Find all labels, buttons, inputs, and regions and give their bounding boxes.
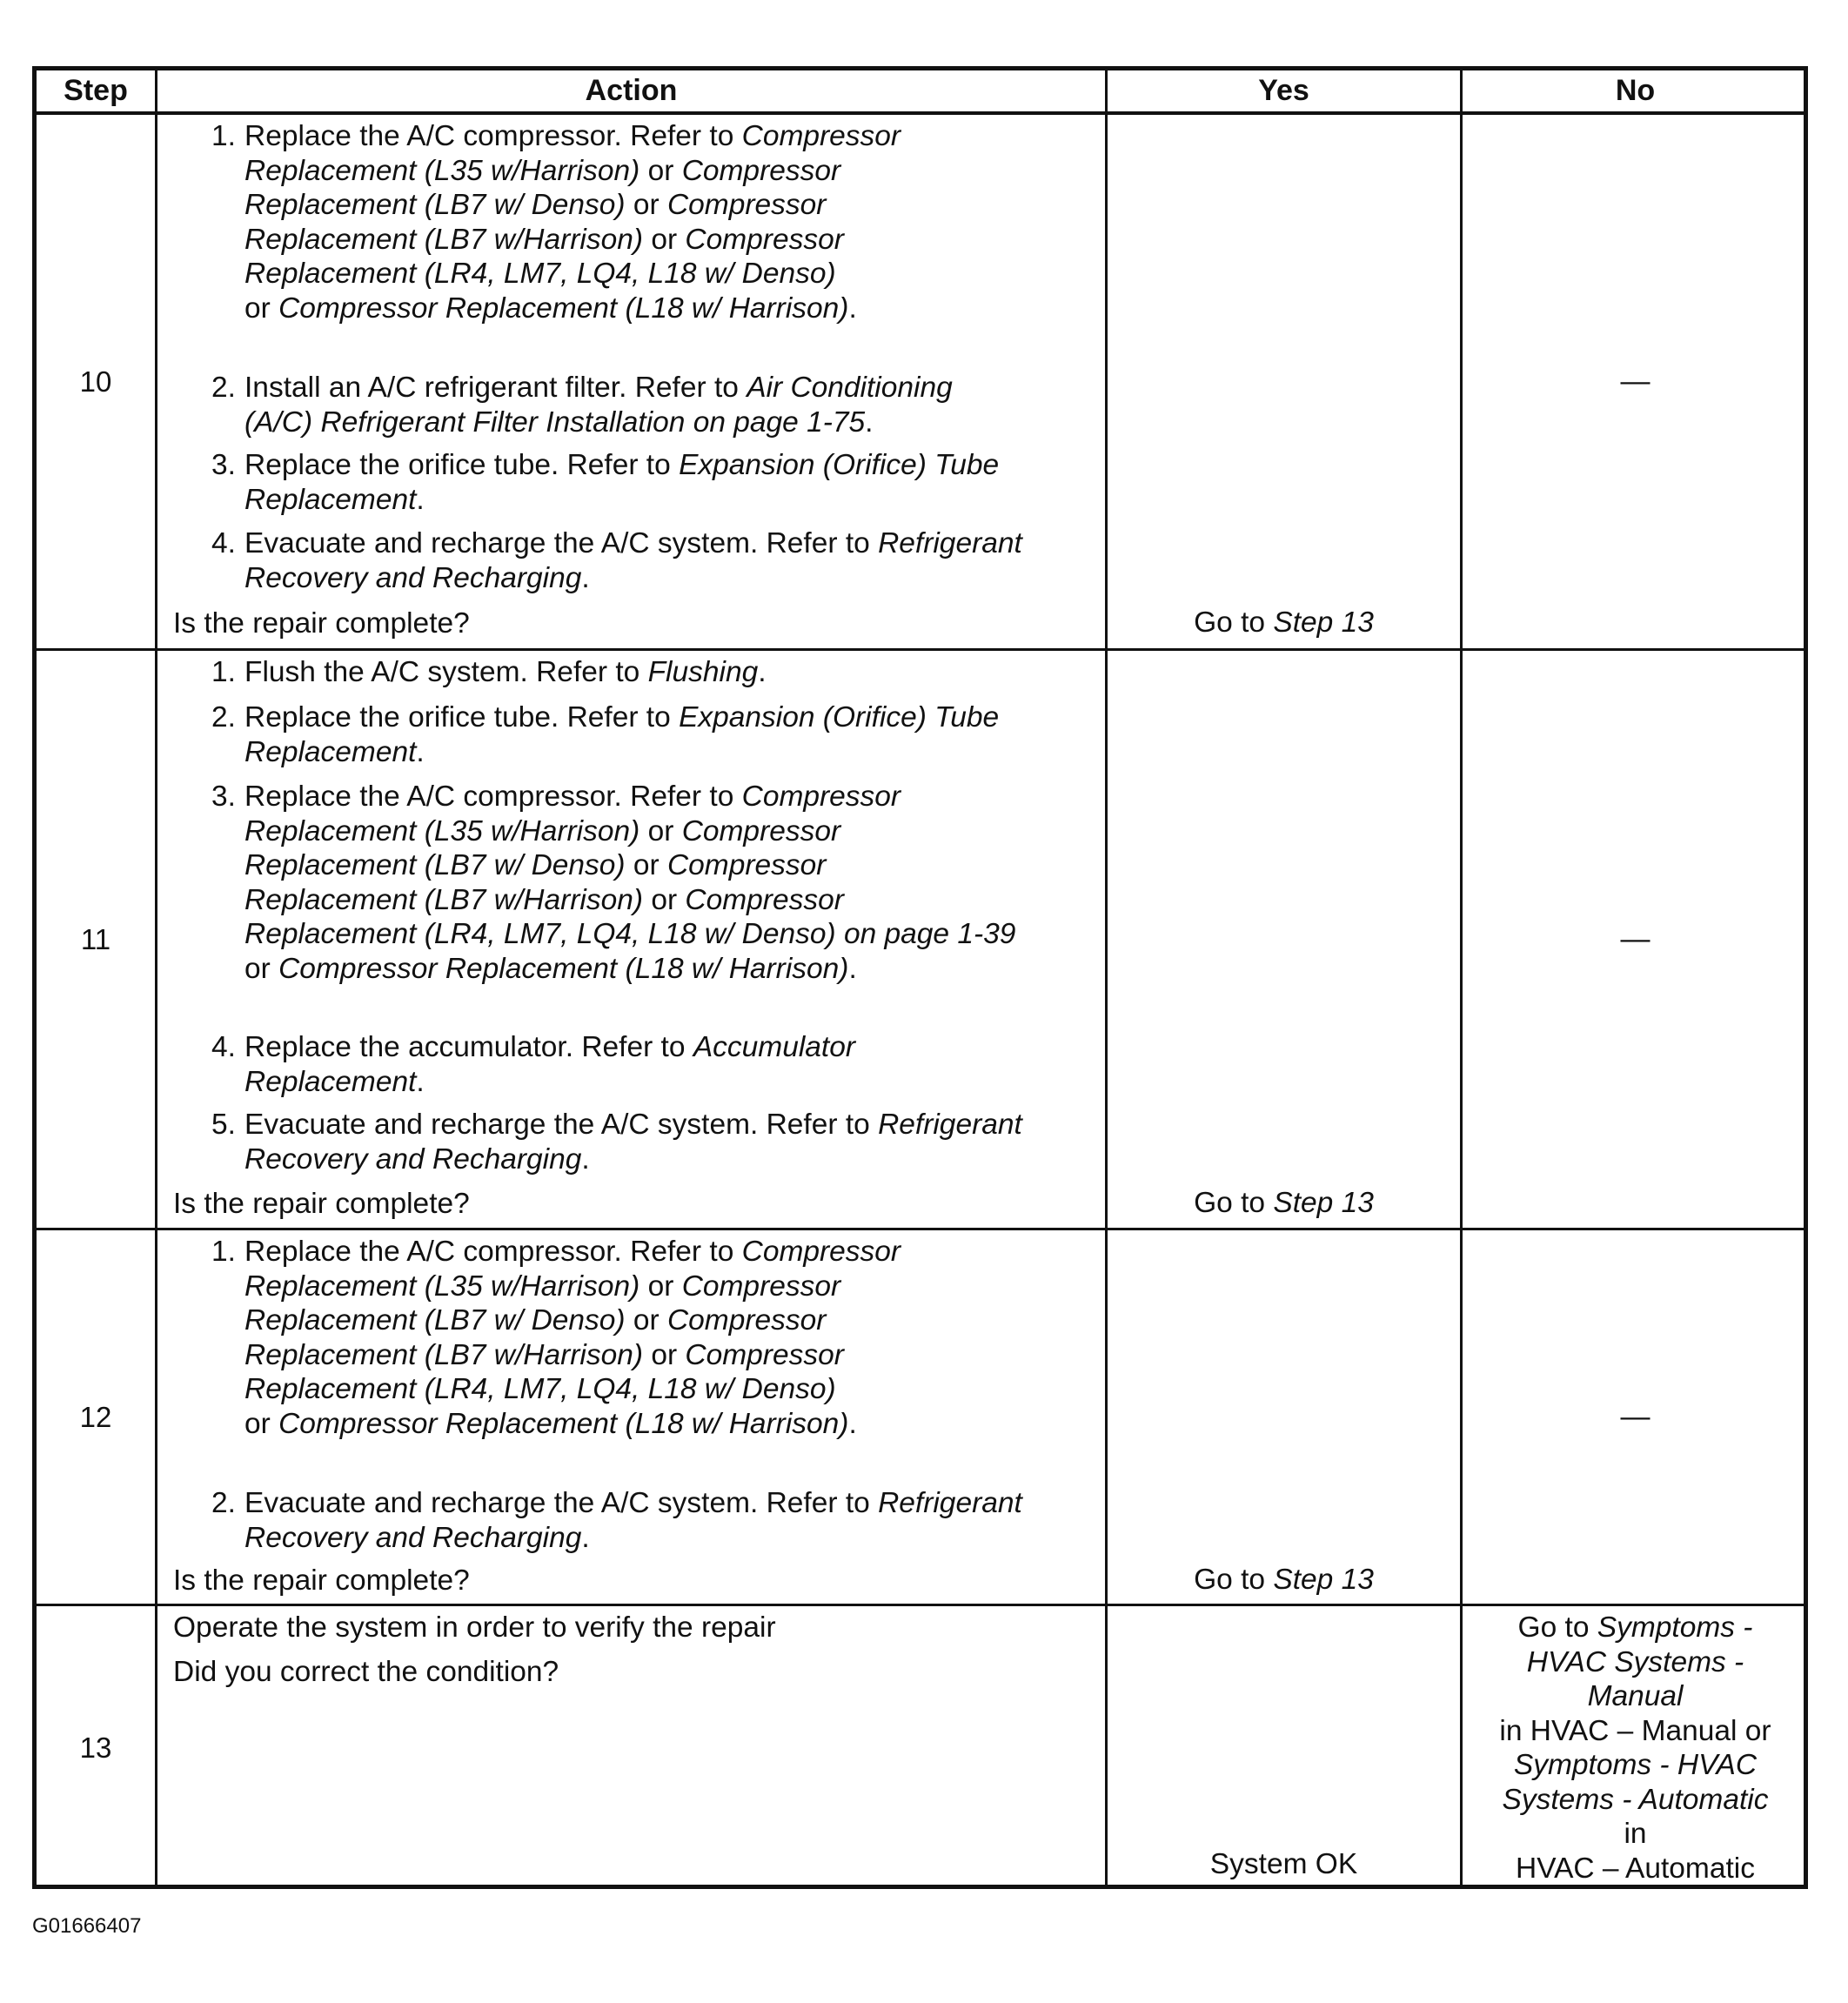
header-yes: Yes [1258, 74, 1309, 107]
yes-prefix: Go to [1194, 1564, 1274, 1596]
item-number: 1. [211, 656, 236, 688]
item-number: 2. [211, 372, 236, 404]
question-text: Is the repair complete? [173, 1564, 470, 1597]
yes-result [1108, 606, 1460, 640]
no-result: Go to Symptoms - HVAC Systems - Manual in HVAC – Manual or Symptoms - HVAC Systems - Automatic in HVAC – Automatic [1499, 1611, 1771, 1885]
question-text: Did you correct the condition? [173, 1656, 559, 1688]
item-text: Replace the orifice tube. Refer to Expansion (Orifice) Tube Replacement. [244, 701, 1000, 768]
yes-result: System OK [1209, 1848, 1358, 1880]
action-cell [157, 651, 1105, 1228]
item-text: Evacuate and recharge the A/C system. Refer to Refrigerant Recovery and Recharging. [244, 1109, 1022, 1176]
header-no: No [1615, 74, 1656, 107]
item-text: Evacuate and recharge the A/C system. Refer to Refrigerant Recovery and Recharging. [244, 527, 1022, 594]
instruction-text: Operate the system in order to verify the repair [173, 1611, 776, 1644]
step-number: 10 [79, 365, 112, 398]
no-result: — [1620, 365, 1650, 398]
yes-cell [1108, 1606, 1460, 1889]
item-text: Evacuate and recharge the A/C system. Refer to Refrigerant Recovery and Recharging. [244, 1487, 1022, 1554]
figure-id: G01666407 [32, 1914, 142, 1938]
header-action: Action [585, 74, 678, 107]
item-text: Install an A/C refrigerant filter. Refer to Air Conditioning (A/C) Refrigerant Filter Installation on page 1-75. [244, 372, 953, 439]
item-number: 3. [211, 449, 236, 481]
item-text: Replace the accumulator. Refer to Accumulator Replacement. [244, 1031, 855, 1098]
question-text: Is the repair complete? [173, 1188, 470, 1220]
action-cell [157, 115, 1105, 648]
item-number: 4. [211, 1031, 236, 1063]
question-text: Is the repair complete? [173, 607, 470, 640]
step-number: 12 [79, 1400, 112, 1433]
item-number: 2. [211, 1487, 236, 1519]
item-text: Flush the A/C system. Refer to Flushing. [244, 656, 767, 688]
item-text: Replace the A/C compressor. Refer to Compressor Replacement (L35 w/Harrison) or Compressor Replacement (LB7 w/ Denso) or Compressor Replacement (LB7 w/Harrison) or Compressor Replacement (LR4, LM7, LQ4, L18 w/ Denso) or Compressor Replacement (L18 w/ Harrison). [244, 1236, 901, 1440]
yes-prefix: Go to [1194, 1187, 1274, 1219]
no-result: — [1620, 922, 1650, 955]
yes-prefix: Go to [1194, 606, 1274, 639]
item-number: 1. [211, 1236, 236, 1268]
step-number: 11 [80, 922, 111, 955]
item-number: 2. [211, 701, 236, 734]
yes-result [1108, 1187, 1460, 1220]
step-number: 13 [79, 1731, 112, 1764]
step-link[interactable]: Step 13 [1273, 606, 1374, 639]
diagnostic-table [32, 66, 1808, 1889]
item-text: Replace the A/C compressor. Refer to Compressor Replacement (L35 w/Harrison) or Compressor Replacement (LB7 w/ Denso) or Compressor Replacement (LB7 w/Harrison) or Compressor Replacement (LR4, LM7, LQ4, L18 w/ Denso) on page 1-39 or Compressor Replacement (L18 w/ Harrison). [244, 780, 1016, 985]
no-result: — [1620, 1400, 1650, 1433]
item-number: 4. [211, 527, 236, 559]
item-text: Replace the A/C compressor. Refer to Compressor Replacement (L35 w/Harrison) or Compressor Replacement (LB7 w/ Denso) or Compressor Replacement (LB7 w/Harrison) or Compressor Replacement (LR4, LM7, LQ4, L18 w/ Denso) or Compressor Replacement (L18 w/ Harrison). [244, 120, 901, 325]
item-number: 1. [211, 120, 236, 152]
item-number: 3. [211, 780, 236, 813]
header-step: Step [64, 74, 128, 107]
step-link[interactable]: Step 13 [1273, 1187, 1374, 1219]
item-text: Replace the orifice tube. Refer to Expansion (Orifice) Tube Replacement. [244, 449, 1000, 516]
yes-cell [1108, 651, 1460, 1228]
step-link[interactable]: Step 13 [1273, 1564, 1374, 1596]
action-cell [157, 1230, 1105, 1604]
yes-cell [1108, 1230, 1460, 1604]
action-cell [157, 1606, 1105, 1889]
yes-cell [1108, 115, 1460, 648]
yes-result [1108, 1564, 1460, 1597]
item-number: 5. [211, 1109, 236, 1141]
